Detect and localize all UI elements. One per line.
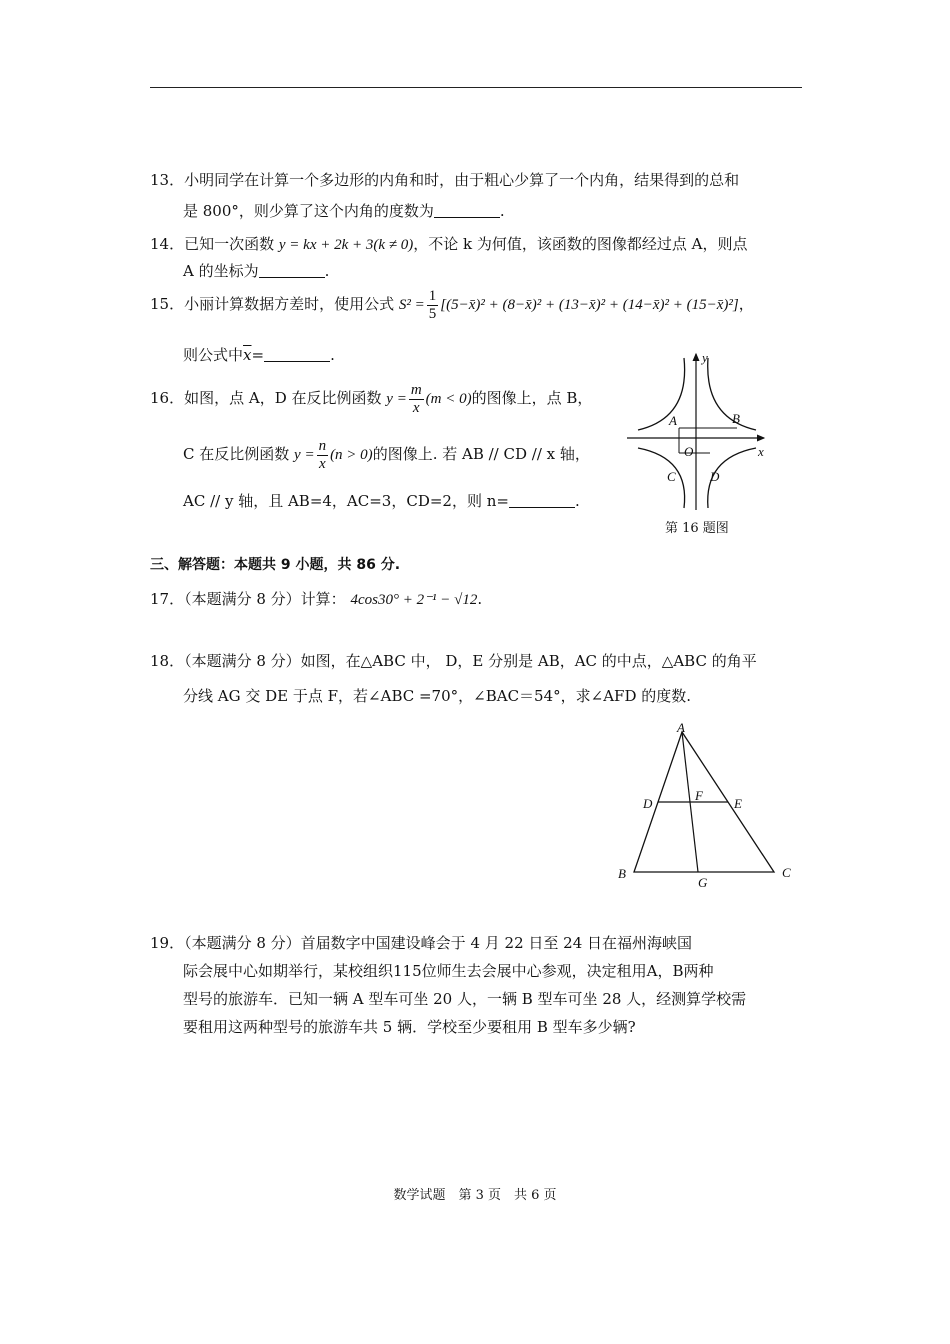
q16-f2-cond: (n > 0) bbox=[330, 447, 373, 463]
q18-line1 bbox=[150, 650, 757, 672]
q19-line2 bbox=[183, 960, 714, 982]
q16-line2-prefix: C 在反比例函数 bbox=[183, 445, 290, 463]
q16-f1-cond: (m < 0) bbox=[425, 391, 472, 407]
q18-figure bbox=[612, 720, 802, 892]
q14-answer-blank bbox=[259, 263, 325, 278]
q16-answer-blank bbox=[509, 493, 575, 508]
q15-xbar: $\overline{x}$ bbox=[243, 346, 252, 364]
q15-fraction bbox=[427, 288, 439, 323]
label-x: x bbox=[758, 444, 764, 459]
q17-line bbox=[150, 588, 482, 611]
q17-text: （本题满分 8 分）计算： bbox=[184, 590, 346, 608]
label-c: C bbox=[667, 469, 676, 484]
q15-number: 15． bbox=[150, 295, 185, 313]
q19-number: 19． bbox=[150, 934, 185, 952]
q13-number: 13． bbox=[150, 171, 185, 189]
q17-number: 17． bbox=[150, 590, 185, 608]
q16-f1-fraction bbox=[409, 382, 424, 417]
q19-line1 bbox=[150, 932, 692, 954]
q18-line2-text: 分线 AG 交 DE 于点 F，若∠ABC =70°，∠BAC＝54°，求∠AFD 的度数. bbox=[183, 687, 692, 705]
q16-f2-den: x bbox=[318, 455, 326, 472]
q19-line4-text: 要租用这两种型号的旅游车共 5 辆．学校至少要租用 B 型车多少辆? bbox=[183, 1018, 636, 1036]
label-y: y bbox=[702, 350, 708, 365]
q19-line1-text: （本题满分 8 分）首届数字中国建设峰会于 4 月 22 日至 24 日在福州海峡国 bbox=[184, 934, 693, 952]
q13-answer-blank bbox=[434, 203, 500, 218]
q17-formula: 4cos30° + 2⁻¹ − √12 bbox=[350, 592, 478, 608]
q16-figure-caption: 第 16 题图 bbox=[665, 521, 729, 536]
q15-formula: [(5−x̄)² + (8−x̄)² + (13−x̄)² + (14−x̄)² + (15−x̄)²] bbox=[440, 297, 739, 313]
q15-prefix: 小丽计算数据方差时，使用公式 bbox=[184, 295, 395, 313]
q18-line1-text: （本题满分 8 分）如图，在△ABC 中， D，E 分别是 AB，AC 的中点，△ABC 的角平 bbox=[184, 652, 757, 670]
label-a: A bbox=[669, 413, 677, 428]
q16-f1-num: m bbox=[410, 381, 422, 398]
curve-m-upper-left bbox=[638, 358, 685, 430]
q16-line1 bbox=[150, 378, 592, 419]
q15-answer-blank bbox=[264, 347, 330, 362]
label-e: E bbox=[734, 796, 742, 811]
q17-end: . bbox=[477, 590, 483, 608]
q16-line2-suffix: 的图像上. 若 AB // CD // x 轴， bbox=[372, 445, 590, 463]
q16-line3-text: AC // y 轴，且 AB=4，AC=3，CD=2，则 n= bbox=[183, 492, 509, 510]
label-c: C bbox=[782, 865, 791, 880]
q15-line2-end: . bbox=[330, 346, 335, 364]
header-rule bbox=[150, 87, 802, 88]
q15-end: ， bbox=[738, 295, 754, 313]
q19-line4 bbox=[183, 1016, 636, 1038]
q19-line2-text: 际会展中心如期举行，某校组织115位师生去会展中心参观，决定租用A，B两种 bbox=[183, 962, 714, 980]
q14-line1 bbox=[150, 233, 748, 256]
label-d: D bbox=[643, 796, 653, 811]
q14-line2-text: A 的坐标为 bbox=[183, 262, 259, 280]
q19-line3 bbox=[183, 988, 746, 1010]
q16-number: 16． bbox=[150, 389, 185, 407]
label-a: A bbox=[677, 720, 685, 735]
q16-line3 bbox=[183, 490, 580, 512]
q18-line2 bbox=[183, 685, 691, 707]
q16-end: . bbox=[574, 492, 580, 510]
q14-line2 bbox=[183, 260, 329, 282]
q14-number: 14． bbox=[150, 235, 185, 253]
q13-end: . bbox=[499, 202, 505, 220]
q19-line3-text: 型号的旅游车．已知一辆 A 型车可坐 20 人，一辆 B 型车可坐 28 人，经测算学校需 bbox=[183, 990, 747, 1008]
q14-prefix: 已知一次函数 bbox=[184, 235, 275, 253]
label-o: O bbox=[684, 444, 694, 459]
q16-f2-fraction bbox=[317, 438, 329, 473]
q15-frac-num: 1 bbox=[428, 287, 437, 304]
q16-line1-suffix: 的图像上，点 B， bbox=[471, 389, 593, 407]
label-b: B bbox=[732, 411, 740, 426]
q16-f2-num: n bbox=[318, 437, 327, 454]
label-g: G bbox=[698, 875, 708, 890]
q16-f1-lhs: y = bbox=[386, 391, 407, 407]
label-f: F bbox=[695, 788, 703, 803]
q15-s2: S² = bbox=[398, 297, 425, 313]
q14-suffix: ，不论 k 为何值，该函数的图像都经过点 A，则点 bbox=[413, 235, 748, 253]
q14-end: . bbox=[324, 262, 330, 280]
q13-line2 bbox=[183, 200, 505, 222]
q16-figure bbox=[622, 348, 772, 513]
curve-n-lower-left bbox=[638, 448, 685, 508]
q16-f2-lhs: y = bbox=[294, 447, 315, 463]
q16-line2 bbox=[183, 434, 590, 475]
label-d: D bbox=[710, 469, 720, 484]
q16-f1-den: x bbox=[412, 399, 420, 416]
label-b: B bbox=[618, 866, 626, 881]
q13-text2: 是 800°，则少算了这个内角的度数为 bbox=[183, 202, 434, 220]
q15-frac-den: 5 bbox=[428, 305, 437, 322]
q15-line2 bbox=[183, 344, 335, 366]
q13-text1: 小明同学在计算一个多边形的内角和时，由于粗心少算了一个内角，结果得到的总和 bbox=[184, 171, 740, 189]
q18-number: 18． bbox=[150, 652, 185, 670]
q14-formula: y = kx + 2k + 3(k ≠ 0) bbox=[278, 237, 414, 253]
q15-line2-prefix: 则公式中 bbox=[183, 346, 244, 364]
page-footer: 数学试题 第 3 页 共 6 页 bbox=[393, 1188, 557, 1203]
q13-line1 bbox=[150, 169, 739, 191]
q15-eq: = bbox=[251, 346, 265, 364]
q15-line1 bbox=[150, 284, 754, 325]
q16-line1-prefix: 如图，点 A，D 在反比例函数 bbox=[184, 389, 382, 407]
section3-title: 三、解答题：本题共 9 小题，共 86 分. bbox=[150, 557, 401, 573]
